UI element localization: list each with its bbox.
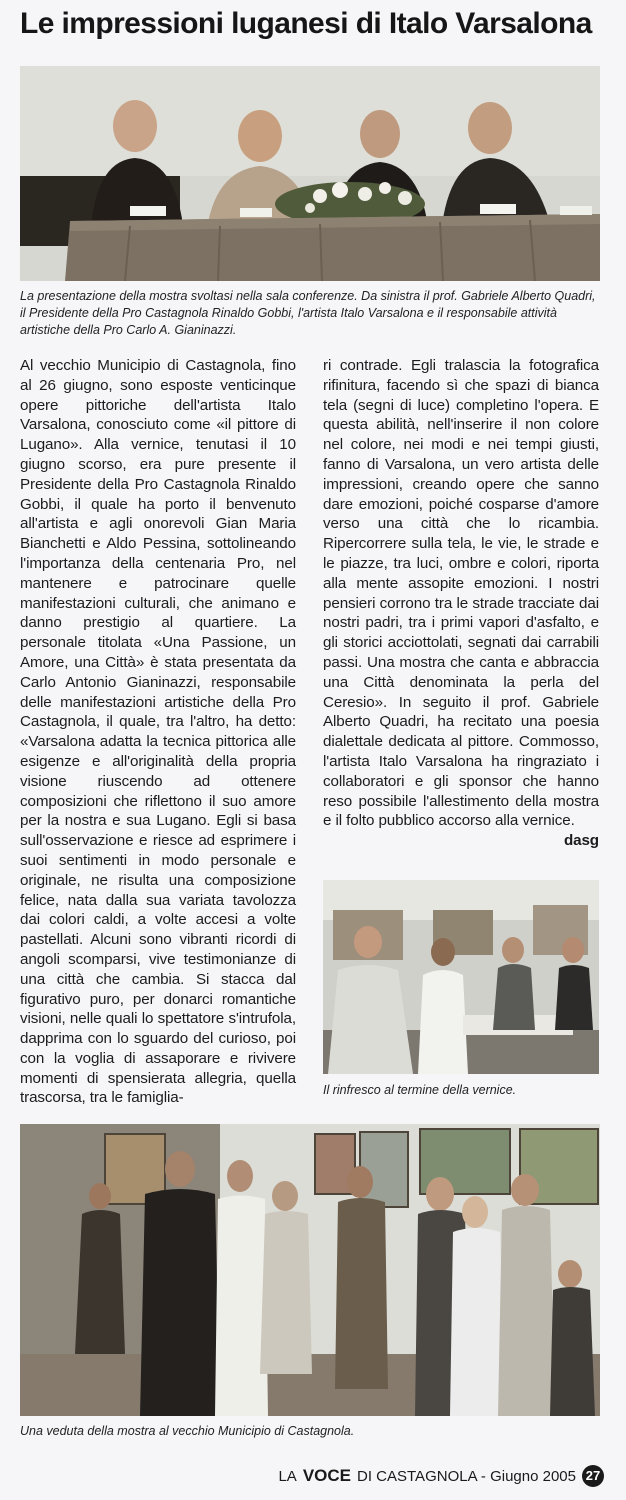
- column-1-text: Al vecchio Municipio di Castagnola, fino al 26 giugno, sono esposte venticinque opere pittoriche dell'artista Italo Varsalona, conosciuto come «il pittore di Lugano». Alla vernice, tenutasi il 10 giugno scorso, era pure presente il Presidente della Pro Castagnola Rinaldo Gobbi, il quale ha porto il benvenuto all'artista e agli onorevoli Gian Maria Bianchetti e Aldo Pessina, sottolineando l'importanza della centenaria Pro, nel mantenere e patrocinare quelle manifestazioni culturali, che animano e danno prestigio al quartiere. La personale titolata «Una Passione, un Amore, una Città» è stata presentata da Carlo Antonio Gianinazzi, responsabile delle manifestazioni artistiche della Pro Castagnola, il quale, tra l'altro, ha detto: «Varsalona adatta la tecnica pittorica alle esigenze e all'originalità della propria visione riuscendo ad ottenere composizioni che riflettono il suo amore per la nostra e sua Lugano. Egli si basa sull'osservazione e riesce ad esprimere i suoi sentimenti in modo personale e originale, ne risulta una composizione felice, nata dalla sua variata tavolozza dai colori caldi, a volte accesi a volte pastellati. Alcuni sono vibranti ricordi di angoli scomparsi, vive testimonianze di una città che cambia. Si stacca dal figurativo puro, per donarci romantiche visioni, nelle quali lo spettatore s'intrufola, dapprima con lo sguardo del curioso, poi con la voglia di assaporare e rivivere momenti di spensierata allegria, quella trascorsa, tra le famiglia-: [20, 357, 296, 1107]
- page-number: 27: [582, 1465, 604, 1487]
- photo-reception: [323, 880, 599, 1074]
- page-footer: [278, 1464, 604, 1488]
- article-title: Le impressioni luganesi di Italo Varsalona: [20, 7, 592, 40]
- column-2-text: ri contrade. Egli tralascia la fotografica rifinitura, facendo sì che spazi di bianca tela (segni di luce) completino l'opera. E questa abilità, nell'inserire il non colore nel colore, nei modi e nei tempi giusti, fanno di Varsalona, un vero artista delle impressioni, creando opere che sanno dare emozioni, poiché cosparse d'amore verso una città che lo ricambia. Ripercorrere sulla tela, le vie, le strade e le piazze, tra luci, ombre e colori, riporta alla mente assopite emozioni. I nostri pensieri corrono tra le strade tracciate dai nostri padri, tra i primi vapori d'asfalto, e gli storici acciottolati, segnati dai carrabili passi. Una mostra che canta e abbraccia una Città denominata la perla del Ceresio». In seguito il prof. Gabriele Alberto Quadri, ha recitato una poesia dialettale dedicata al pittore. Commosso, l'artista Italo Varsalona ha ringraziato i collaboratori e gli sponsor che hanno reso possibile l'allestimento della mostra e il folto pubblico accorso alla vernice.: [323, 357, 599, 830]
- photo-exhibition: [20, 1124, 600, 1416]
- article-column-1: [20, 356, 296, 1108]
- article-column-2: [323, 356, 599, 851]
- conference-photo-illustration: [20, 66, 600, 281]
- author-signature: dasg: [563, 832, 599, 850]
- conference-photo-caption: La presentazione della mostra svoltasi nella sala conferenze. Da sinistra il prof. Gabriele Alberto Quadri, il Presidente della Pro Castagnola Rinaldo Gobbi, l'artista Italo Varsalona e il responsabile attività artistiche della Pro Carlo A. Gianinazzi.: [20, 289, 596, 337]
- exhibition-photo-illustration: [20, 1124, 600, 1416]
- reception-photo-caption: Il rinfresco al termine della vernice.: [323, 1083, 517, 1097]
- footer-la: LA: [278, 1467, 297, 1485]
- footer-voce: VOCE: [302, 1466, 351, 1485]
- exhibition-photo-caption: Una veduta della mostra al vecchio Municipio di Castagnola.: [20, 1424, 355, 1438]
- photo-conference: [20, 66, 600, 281]
- footer-publication: DI CASTAGNOLA - Giugno 2005: [357, 1467, 576, 1485]
- reception-photo-illustration: [323, 880, 599, 1074]
